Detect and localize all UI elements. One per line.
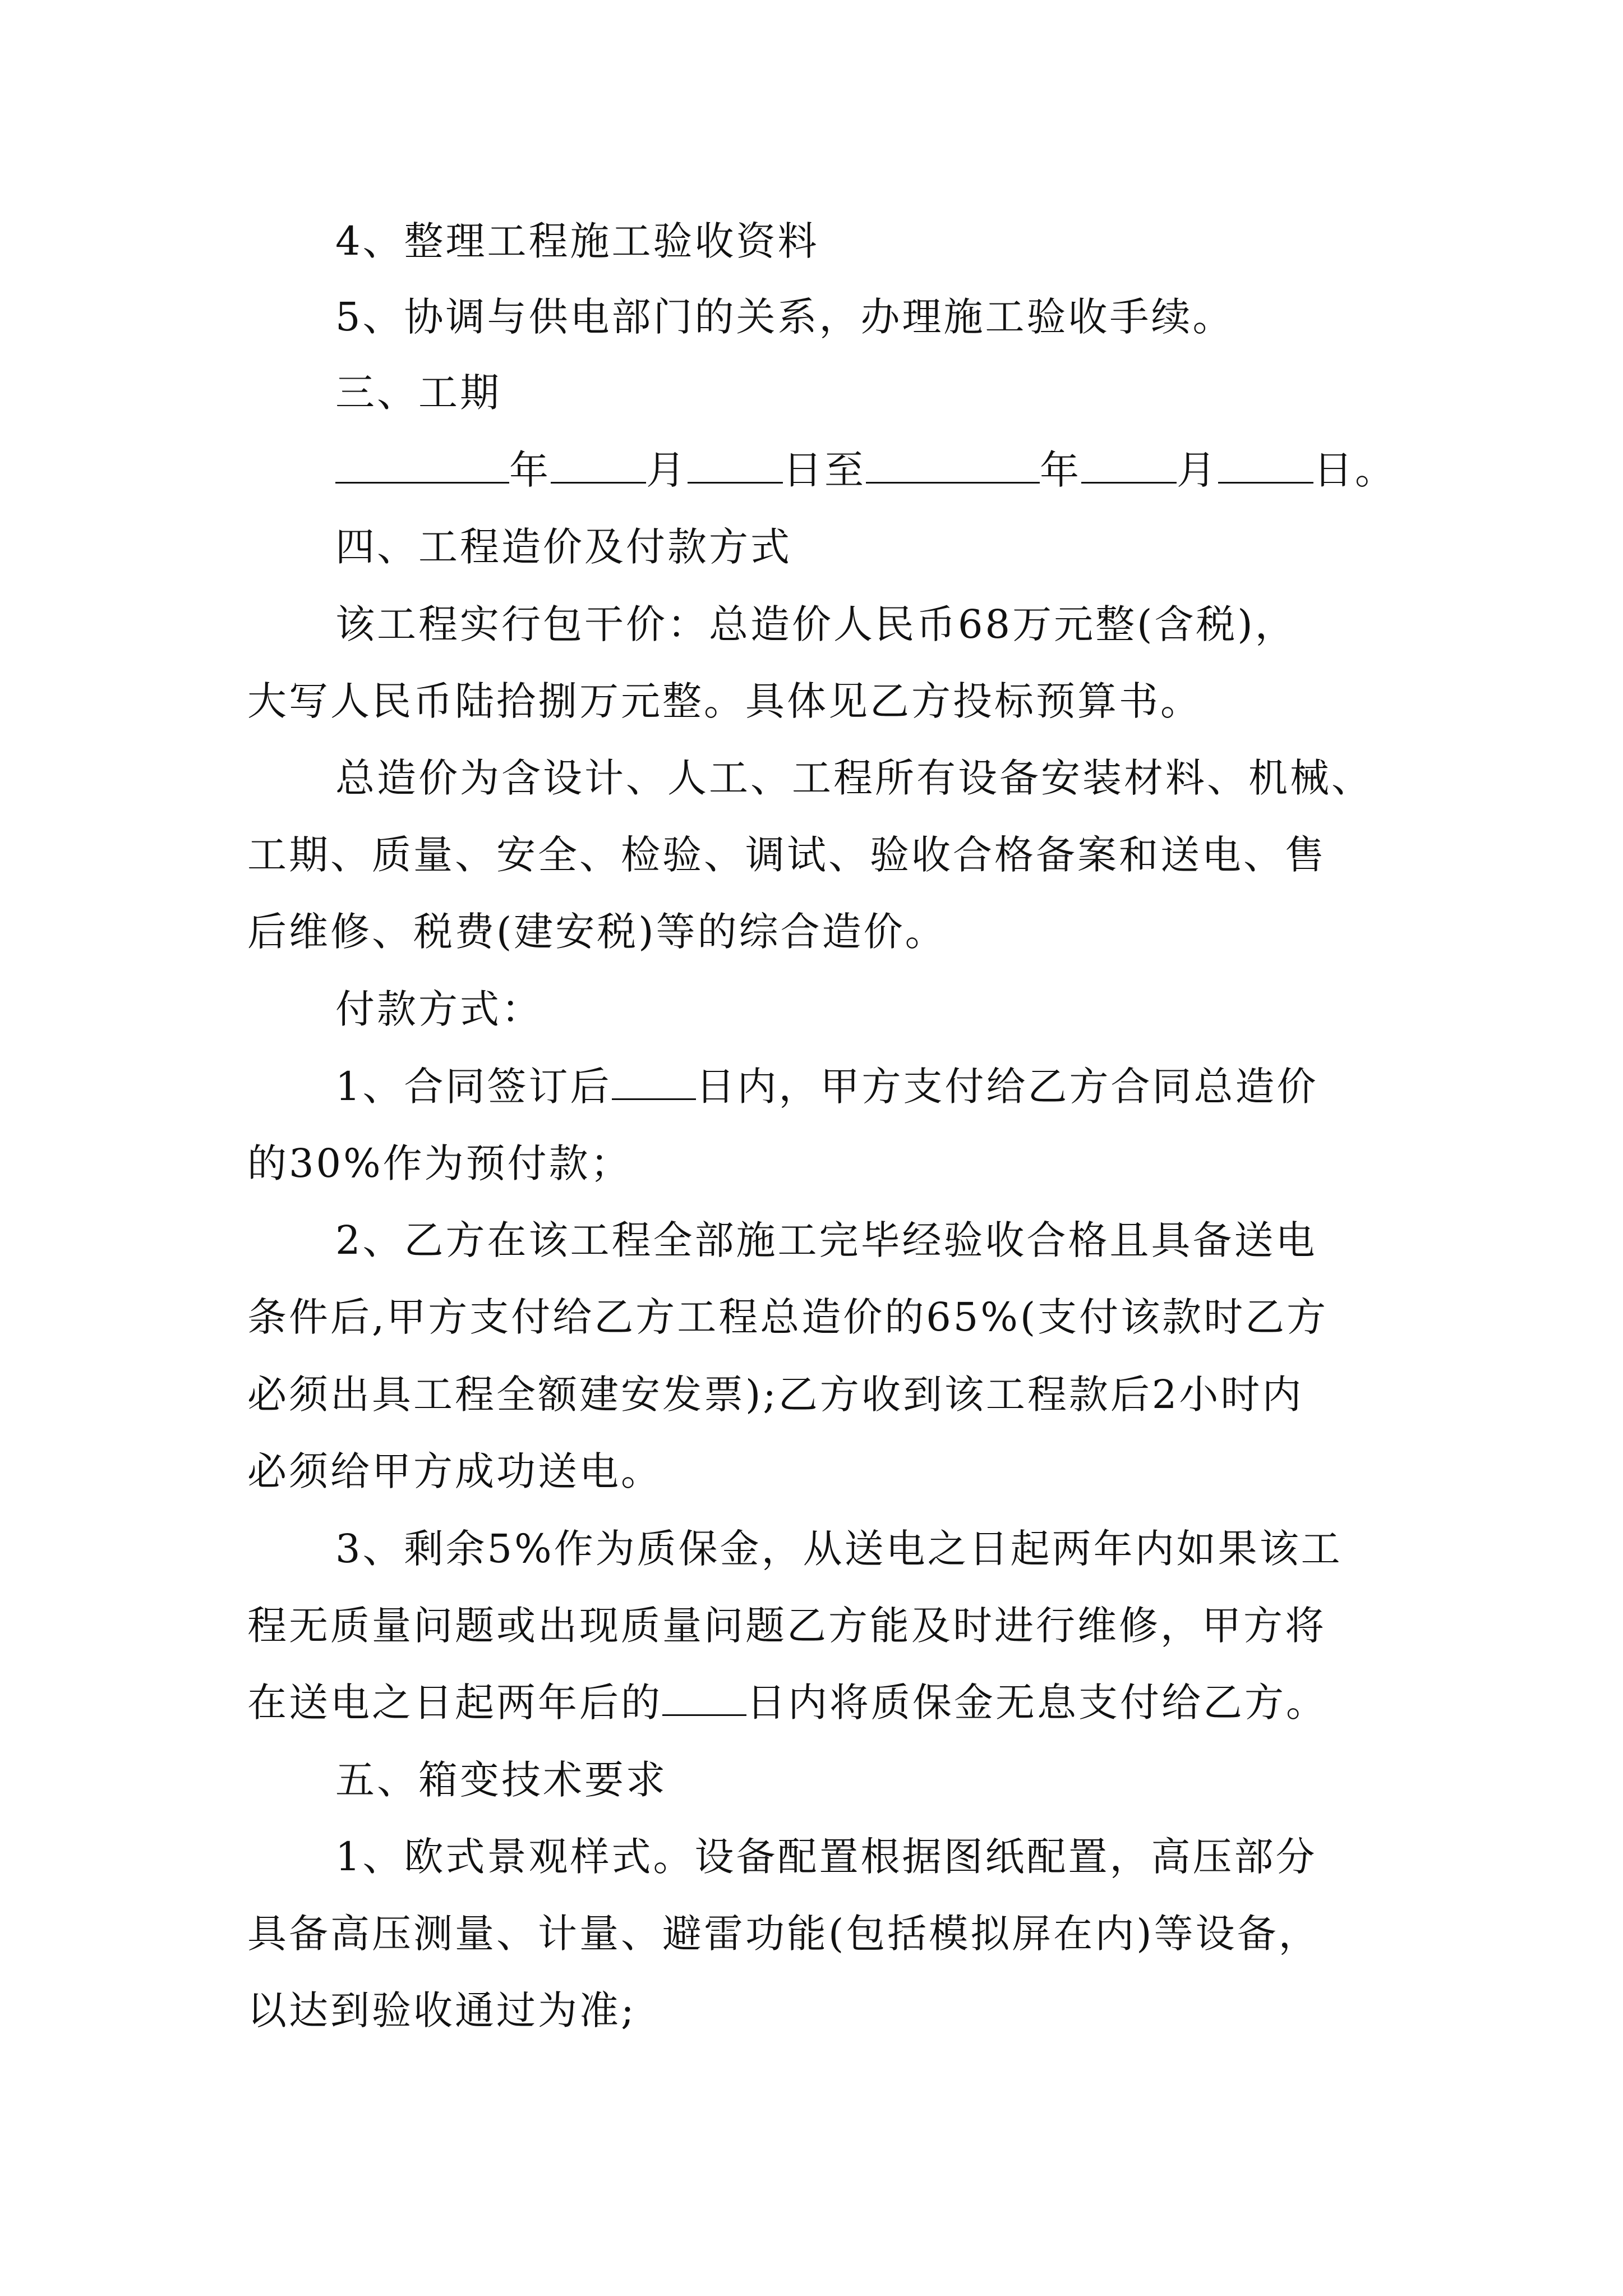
payment-3-suffix: 日内将质保金无息支付给乙方。 xyxy=(746,1680,1327,1726)
label-year-end: 年 xyxy=(1040,447,1081,493)
section-heading-price-payment: 四、工程造价及付款方式 xyxy=(335,524,792,570)
schedule-date-line xyxy=(335,442,1396,498)
text-line-item-5: 5、协调与供电部门的关系，办理施工验收手续。 xyxy=(335,294,1234,340)
text-line-item-4: 4、整理工程施工验收资料 xyxy=(335,218,819,264)
payment-1-prefix: 1、合同签订后 xyxy=(335,1064,612,1110)
blank-payment-days xyxy=(612,1064,696,1100)
text-line-payment-3c xyxy=(247,1674,1327,1731)
text-line-payment-2d: 必须给甲方成功送电。 xyxy=(247,1448,662,1494)
text-line-payment-1a xyxy=(335,1059,1318,1115)
text-line-tech-1a: 1、欧式景观样式。设备配置根据图纸配置，高压部分 xyxy=(335,1834,1317,1880)
blank-warranty-days xyxy=(662,1680,746,1716)
text-line-payment-3b: 程无质量问题或出现质量问题乙方能及时进行维修，甲方将 xyxy=(247,1603,1326,1649)
blank-start-year xyxy=(335,447,509,484)
text-line-payment-2a: 2、乙方在该工程全部施工完毕经验收合格且具备送电 xyxy=(335,1217,1317,1263)
text-line-payment-1b: 的30%作为预付款； xyxy=(247,1140,632,1186)
subheading-payment-method: 付款方式： xyxy=(335,986,543,1032)
label-month-start: 月 xyxy=(646,447,688,493)
blank-end-year xyxy=(866,447,1040,484)
blank-end-month xyxy=(1081,447,1177,484)
payment-3-prefix: 在送电之日起两年后的 xyxy=(247,1680,662,1726)
label-day-end: 日。 xyxy=(1313,447,1396,493)
text-line-price-1: 该工程实行包干价：总造价人民币68万元整(含税)， xyxy=(335,601,1297,647)
text-line-cost-3: 后维修、税费(建安税)等的综合造价。 xyxy=(247,909,947,955)
label-year-start: 年 xyxy=(509,447,551,493)
section-heading-box-transformer: 五、箱变技术要求 xyxy=(335,1757,667,1803)
payment-1-suffix: 日内，甲方支付给乙方合同总造价 xyxy=(695,1064,1318,1110)
blank-end-day xyxy=(1218,447,1313,484)
text-line-cost-1: 总造价为含设计、人工、工程所有设备安装材料、机械、 xyxy=(335,755,1373,801)
text-line-payment-2c: 必须出具工程全额建安发票);乙方收到该工程款后2小时内 xyxy=(247,1372,1304,1418)
text-line-tech-1b: 具备高压测量、计量、避雷功能(包括模拟屏在内)等设备， xyxy=(247,1911,1320,1957)
section-heading-schedule: 三、工期 xyxy=(335,370,501,416)
blank-start-month xyxy=(551,447,646,484)
text-line-cost-2: 工期、质量、安全、检验、调试、验收合格备案和送电、售 xyxy=(247,832,1326,878)
text-line-price-2: 大写人民币陆拾捌万元整。具体见乙方投标预算书。 xyxy=(247,678,1202,724)
label-month-end: 月 xyxy=(1177,447,1218,493)
blank-start-day xyxy=(688,447,783,484)
text-line-payment-2b: 条件后,甲方支付给乙方工程总造价的65%(支付该款时乙方 xyxy=(247,1294,1329,1340)
label-day-to: 日至 xyxy=(783,447,866,493)
text-line-payment-3a: 3、剩余5%作为质保金，从送电之日起两年内如果该工 xyxy=(335,1526,1343,1572)
text-line-tech-1c: 以达到验收通过为准; xyxy=(247,1987,637,2033)
